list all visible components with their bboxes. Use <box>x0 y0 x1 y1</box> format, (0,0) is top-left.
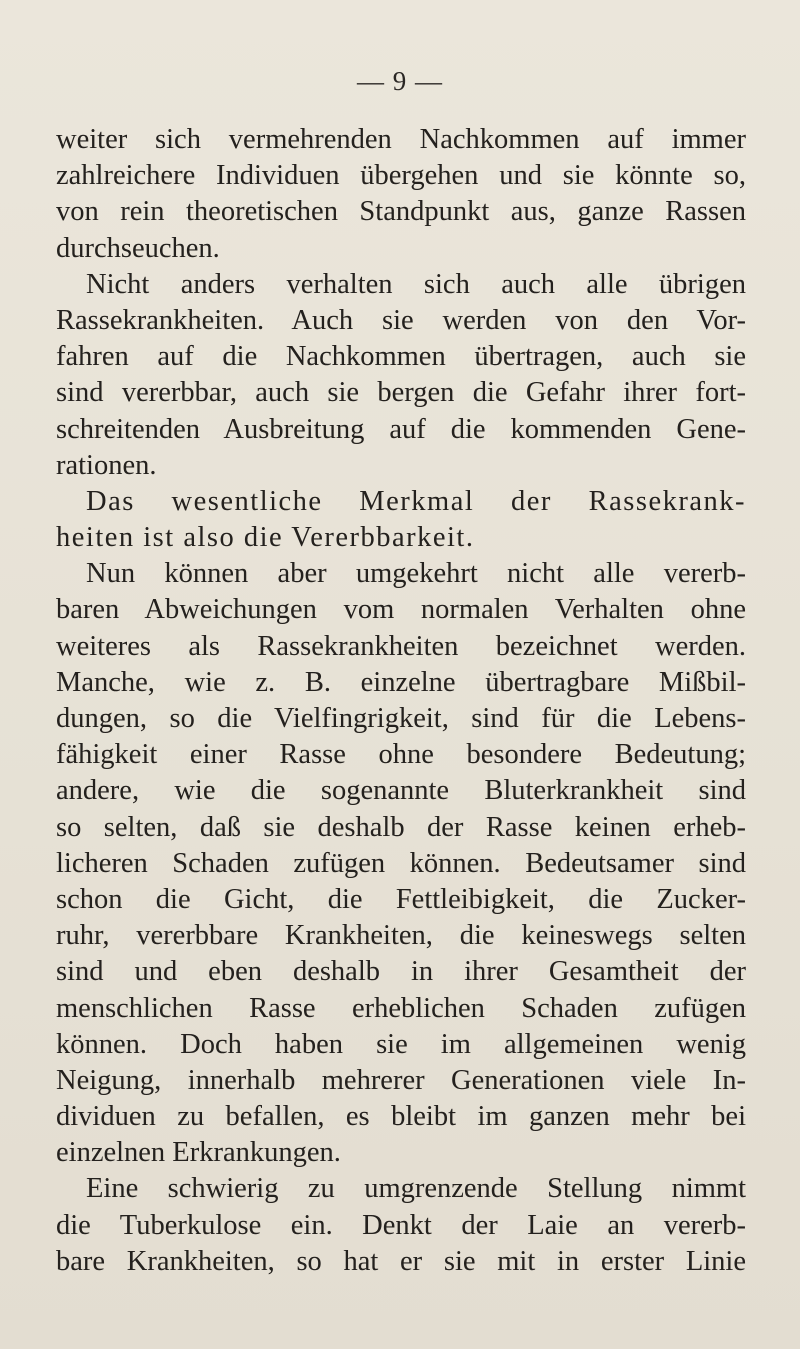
text-line: weiteres als Rassekrankheiten bezeichnet werden. <box>56 630 746 662</box>
text-line: heiten ist also die Vererbbarkeit. <box>56 522 475 554</box>
text-line: schreitenden Ausbreitung auf die kommenden Gene- <box>56 413 746 445</box>
text-line: einzelnen Erkrankungen. <box>56 1137 341 1169</box>
text-line: menschlichen Rasse erheblichen Schaden zufügen <box>56 992 746 1024</box>
text-line: Rassekrankheiten. Auch sie werden von den Vor- <box>56 304 746 336</box>
text-line: Eine schwierig zu umgrenzende Stellung nimmt <box>86 1173 746 1205</box>
text-line: dungen, so die Vielfingrigkeit, sind für die Lebens- <box>56 703 746 734</box>
text-line: andere, wie die sogenannte Bluterkrankheit sind <box>56 775 746 807</box>
text-line: von rein theoretischen Standpunkt aus, ganze Rassen <box>56 196 746 228</box>
text-line: Das wesentliche Merkmal der Rassekrank- <box>86 485 746 517</box>
text-line: können. Doch haben sie im allgemeinen wenig <box>56 1028 746 1060</box>
text-line: zahlreichere Individuen übergehen und sie könnte so, <box>56 160 746 192</box>
text-line: so selten, daß sie deshalb der Rasse keinen erheb- <box>56 811 746 843</box>
text-line: Nicht anders verhalten sich auch alle übrigen <box>86 268 746 300</box>
text-line: durchseuchen. <box>56 232 220 264</box>
text-line: schon die Gicht, die Fettleibigkeit, die Zucker- <box>56 883 746 915</box>
text-line: die Tuberkulose ein. Denkt der Laie an vererb- <box>56 1209 746 1241</box>
text-line: sind und eben deshalb in ihrer Gesamtheit der <box>56 956 746 988</box>
text-line: licheren Schaden zufügen können. Bedeutsamer sind <box>56 847 746 879</box>
page-number: — 9 — <box>357 66 443 96</box>
text-line: sind vererbbar, auch sie bergen die Gefahr ihrer fort- <box>56 377 746 409</box>
text-line: rationen. <box>56 449 157 481</box>
text-line: baren Abweichungen vom normalen Verhalten ohne <box>56 594 746 626</box>
text-line: weiter sich vermehrenden Nachkommen auf immer <box>56 124 746 155</box>
body-text <box>56 122 746 1280</box>
text-line: dividuen zu befallen, es bleibt im ganzen mehr bei <box>56 1101 746 1133</box>
text-line: ruhr, vererbbare Krankheiten, die keineswegs selten <box>56 920 746 952</box>
text-line: Nun können aber umgekehrt nicht alle vererb- <box>86 558 746 590</box>
text-line: bare Krankheiten, so hat er sie mit in erster Linie <box>56 1245 746 1277</box>
text-line: fahren auf die Nachkommen übertragen, auch sie <box>56 341 746 373</box>
text-line: Manche, wie z. B. einzelne übertragbare Mißbil- <box>56 666 746 698</box>
text-line: Neigung, innerhalb mehrerer Generationen viele In- <box>56 1064 746 1096</box>
text-line: fähigkeit einer Rasse ohne besondere Bedeutung; <box>56 739 746 771</box>
